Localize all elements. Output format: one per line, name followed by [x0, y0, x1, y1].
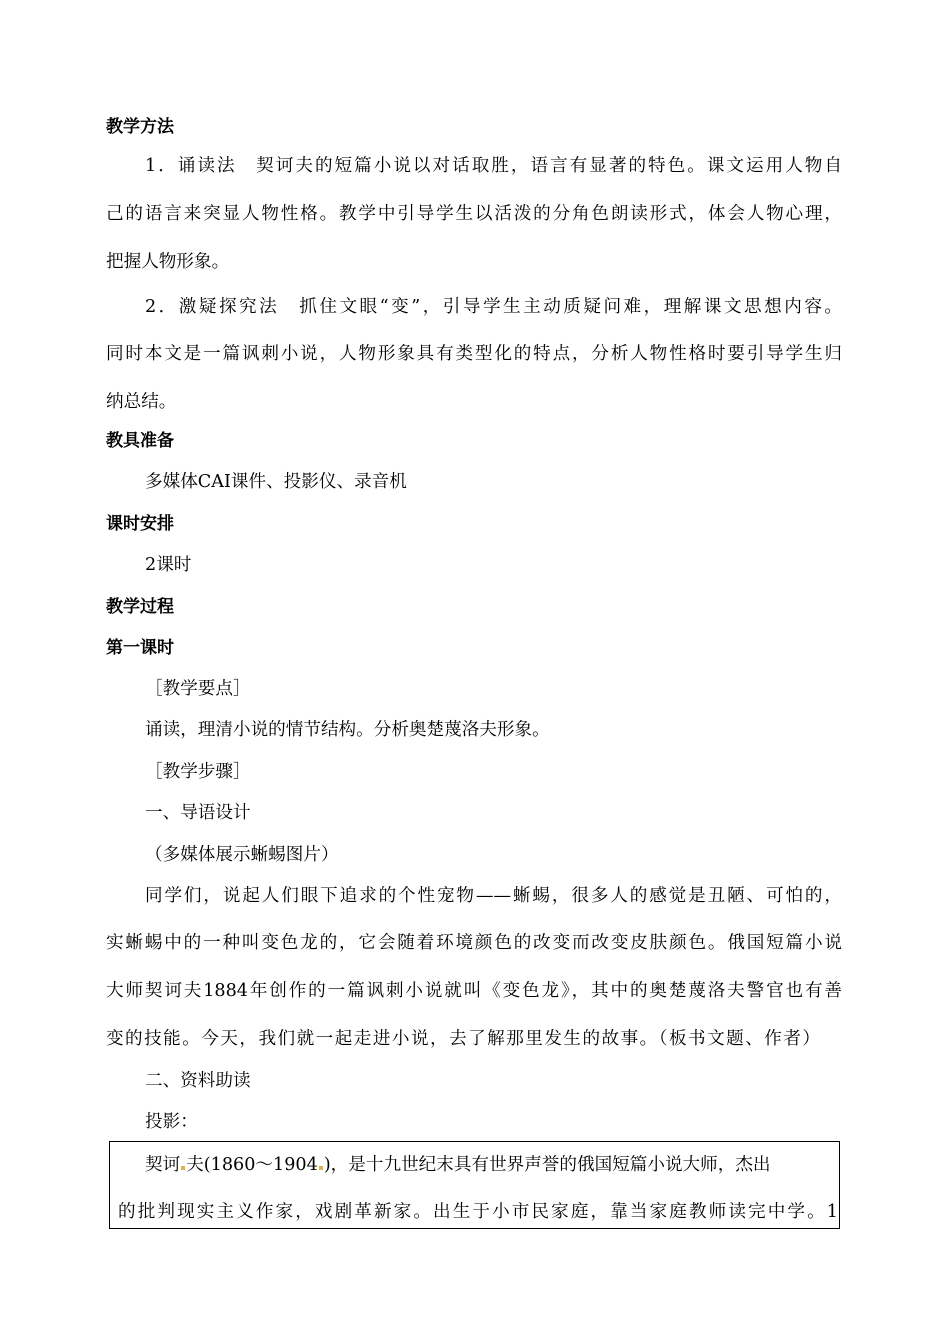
step1-para-line2: 实蜥蜴中的一种叫变色龙的，它会随着环境颜色的改变而改变皮肤颜色。俄国短篇小说 — [106, 933, 842, 953]
step2-title: 二、资料助读 — [145, 1071, 251, 1091]
box-line1-part-c: )，是十九世纪末具有世界声誉的俄国短篇小说大师，杰出 — [323, 1155, 771, 1175]
highlight-mark-2 — [319, 1166, 323, 1170]
box-line2: 的批判现实主义作家，戏剧革新家。出生于小市民家庭，靠当家庭教师读完中学。1 — [118, 1202, 838, 1222]
step1-para-line1: 同学们，说起人们眼下追求的个性宠物——蜥蜴，很多人的感觉是丑陋、可怕的， — [145, 886, 842, 906]
highlight-mark — [181, 1166, 185, 1170]
box-line1-part-a: 契诃 — [145, 1155, 181, 1175]
box-line1 — [145, 1154, 837, 1176]
schedule-heading: 课时安排 — [106, 514, 174, 534]
methods-p2-line2: 同时本文是一篇讽刺小说，人物形象具有类型化的特点，分析人物性格时要引导学生归 — [106, 344, 842, 364]
process-heading: 教学过程 — [106, 597, 174, 617]
key-points-text: 诵读，理清小说的情节结构。分析奥楚蔑洛夫形象。 — [145, 720, 550, 740]
step1-title: 一、导语设计 — [145, 803, 251, 823]
step1-note: （多媒体展示蜥蜴图片） — [145, 845, 339, 865]
methods-p2-line1: 2．激疑探究法 抓住文眼“变”，引导学生主动质疑问难，理解课文思想内容。 — [145, 297, 842, 317]
steps-label: ［教学步骤］ — [145, 762, 251, 782]
step1-para-line3: 大师契诃夫1884年创作的一篇讽刺小说就叫《变色龙》，其中的奥楚蔑洛夫警官也有善 — [106, 981, 842, 1001]
methods-p1-line2: 己的语言来突显人物性格。教学中引导学生以活泼的分角色朗读形式，体会人物心理， — [106, 204, 842, 224]
step1-para-line4: 变的技能。今天，我们就一起走进小说，去了解那里发生的故事。（板书文题、作者） — [106, 1029, 820, 1049]
schedule-text: 2课时 — [145, 555, 192, 575]
lesson1-heading: 第一课时 — [106, 638, 174, 658]
key-points-label: ［教学要点］ — [145, 679, 251, 699]
methods-p1-line3: 把握人物形象。 — [106, 252, 230, 272]
tools-heading: 教具准备 — [106, 431, 174, 451]
projection-label: 投影： — [145, 1112, 198, 1132]
box-line1-part-b: 夫(1860～1904 — [186, 1155, 318, 1175]
tools-text: 多媒体CAI课件、投影仪、录音机 — [145, 472, 407, 492]
methods-p2-line3: 纳总结。 — [106, 392, 177, 412]
methods-heading: 教学方法 — [106, 117, 174, 137]
methods-p1-line1: 1．诵读法 契诃夫的短篇小说以对话取胜，语言有显著的特色。课文运用人物自 — [145, 156, 842, 176]
